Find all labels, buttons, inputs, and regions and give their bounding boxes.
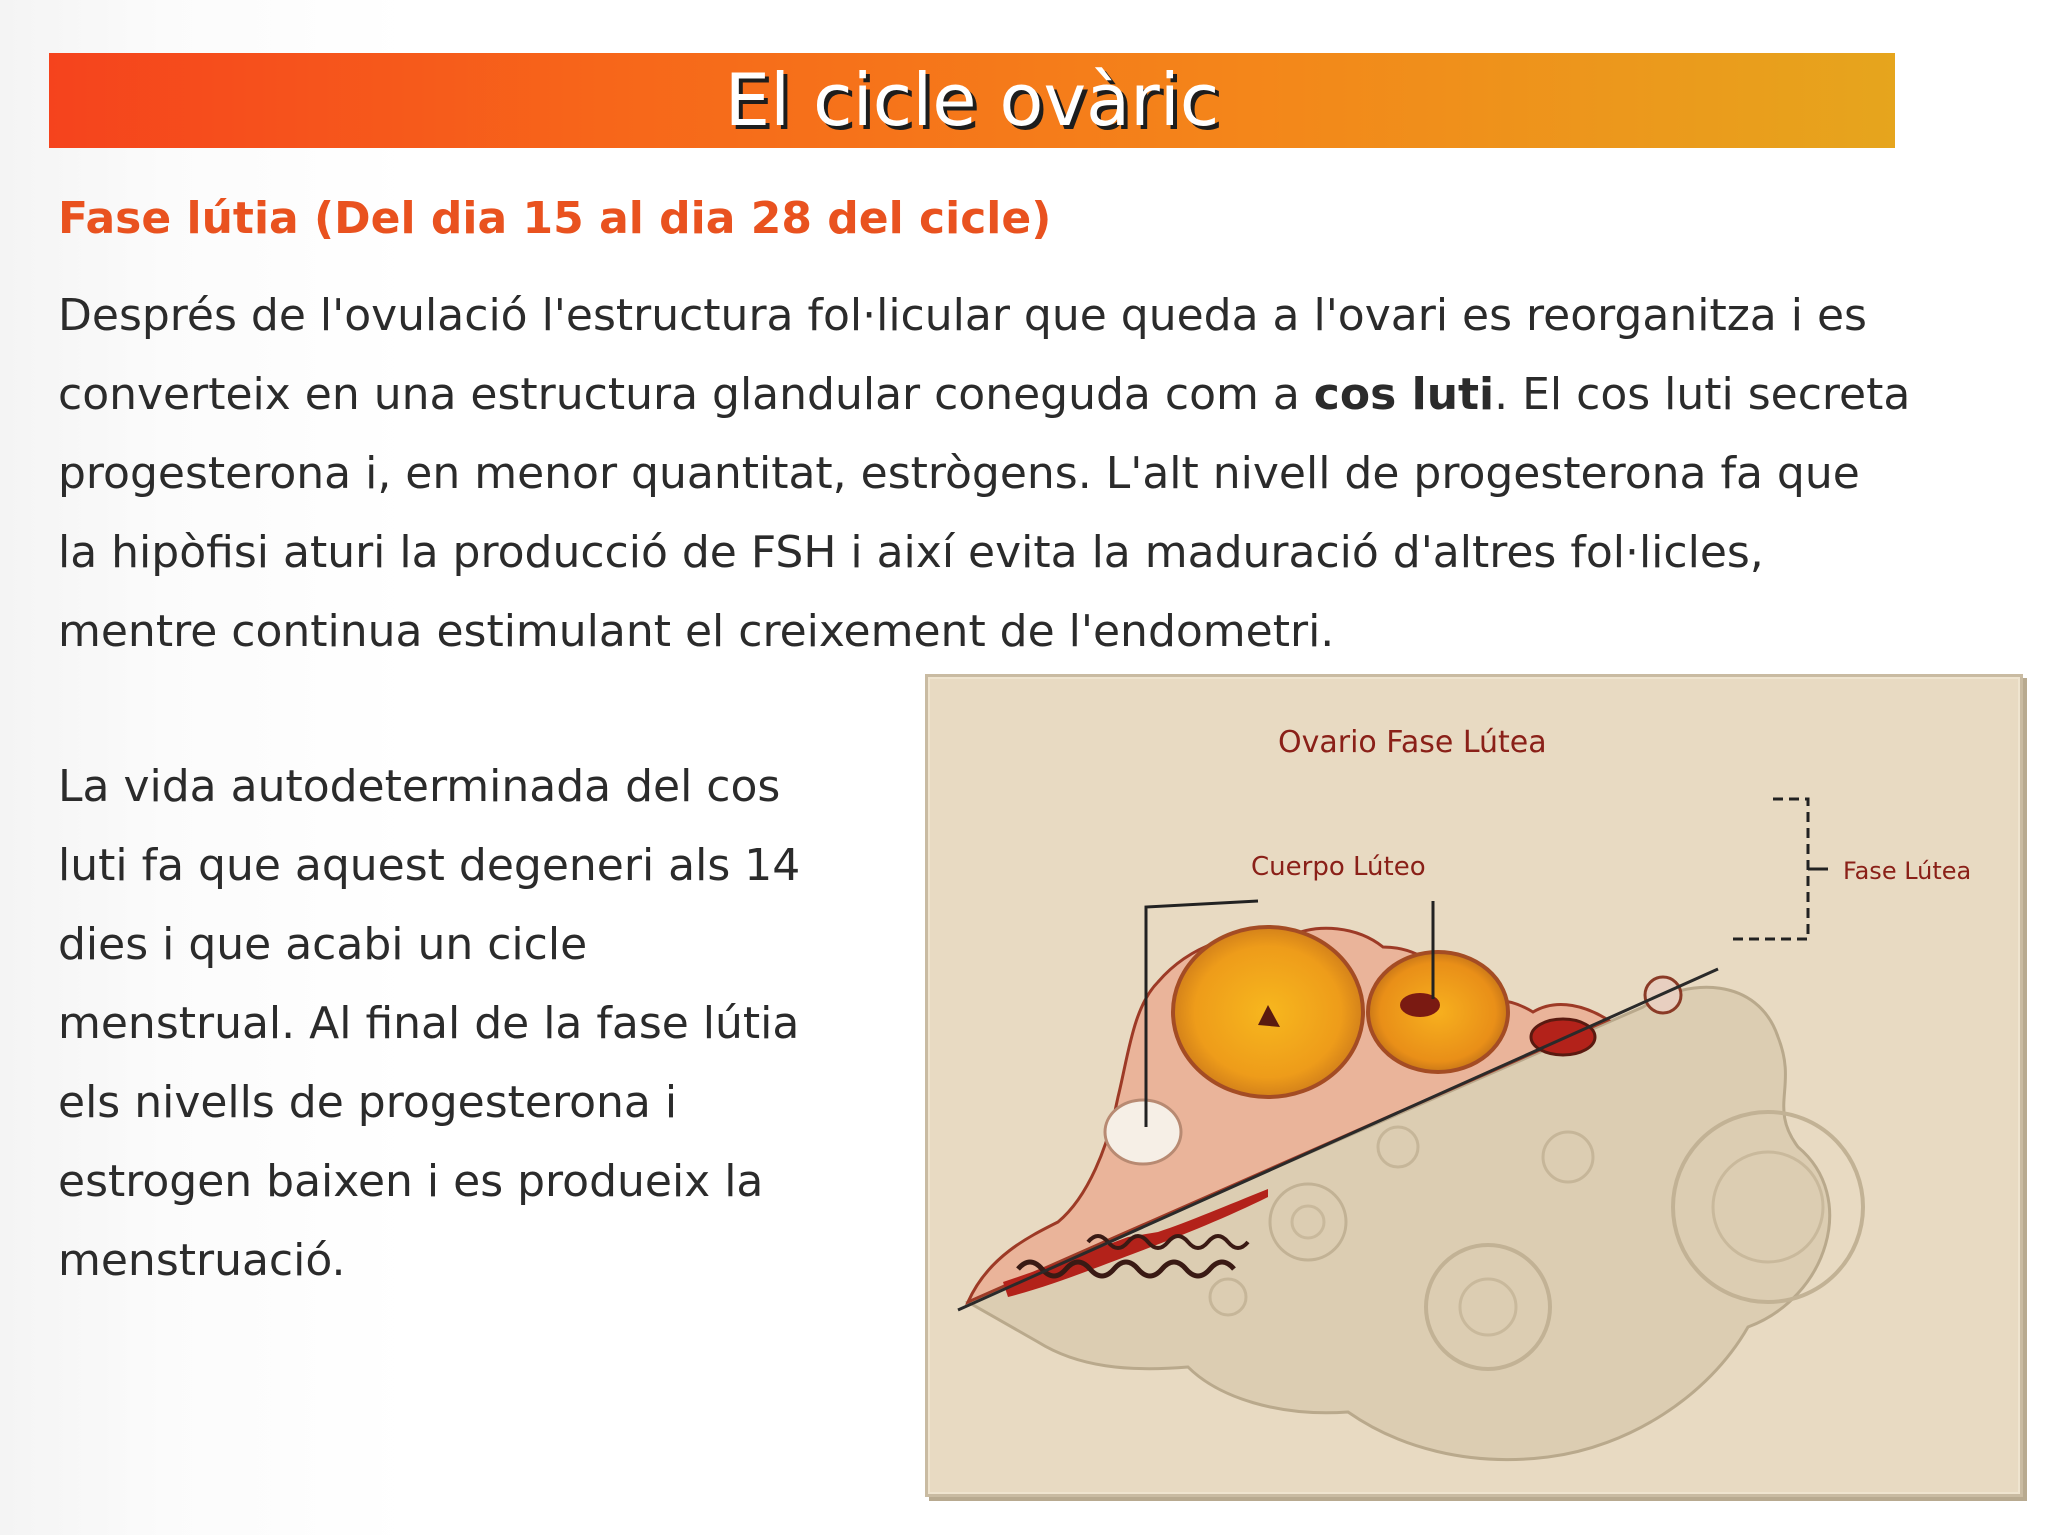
paragraph-line: Després de l'ovulació l'estructura fol·licular que queda a l'ovari es reorganitza i es (58, 290, 1867, 341)
paragraph-line: mentre continua estimulant el creixement de l'endometri. (58, 606, 1335, 657)
corpus-luteum (1368, 952, 1508, 1072)
figure-label-fase: Fase Lútea (1843, 857, 1972, 885)
paragraph-line: menstruació. (58, 1235, 346, 1286)
paragraph-line: estrogen baixen i es produeix la (58, 1156, 764, 1207)
paragraph-line: menstrual. Al final de la fase lútia (58, 998, 800, 1049)
paragraph-line: la hipòfisi aturi la producció de FSH i així evita la maduració d'altres fol·licles, (58, 527, 1764, 578)
figure-title: Ovario Fase Lútea (1278, 725, 1547, 760)
second-paragraph (58, 747, 888, 1300)
paragraph-line: La vida autodeterminada del cos (58, 761, 781, 812)
slide-title: El cicle ovàric (724, 58, 1220, 142)
phase-bracket (1728, 799, 1808, 939)
title-bar (49, 53, 1895, 148)
paragraph-line: els nivells de progesterona i (58, 1077, 678, 1128)
paragraph-line (58, 355, 2018, 434)
highlight-term: cos luti (1313, 369, 1495, 420)
figure-label-cuerpo: Cuerpo Lúteo (1251, 852, 1426, 882)
corpus-albicans (1105, 1100, 1181, 1164)
paragraph-line: progesterona i, en menor quantitat, estrògens. L'alt nivell de progesterona fa que (58, 448, 1860, 499)
paragraph-line: luti fa que aquest degeneri als 14 (58, 840, 801, 891)
ovary-drawing (928, 677, 2020, 1494)
paragraph-text: converteix en una estructura glandular coneguda com a (58, 369, 1314, 420)
section-subtitle: Fase lútia (Del dia 15 al dia 28 del cicle) (58, 193, 1052, 244)
paragraph-text: . El cos luti secreta (1494, 369, 1911, 420)
paragraph-line: dies i que acabi un cicle (58, 919, 588, 970)
ovary-illustration (925, 674, 2023, 1497)
intro-paragraph (58, 276, 2018, 671)
